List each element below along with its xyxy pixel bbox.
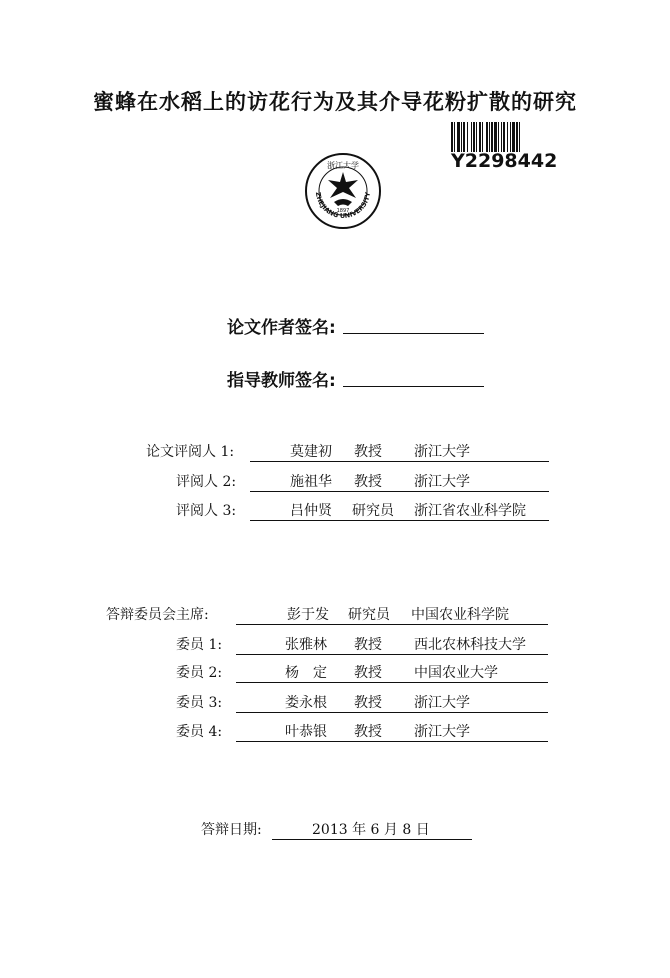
defense-date-row (0, 819, 670, 839)
reviewer-underline (250, 461, 549, 462)
committee-name: 张雅林 (285, 637, 327, 653)
reviewer-label: 评阅人 3: (176, 503, 237, 519)
reviewer-affiliation: 浙江大学 (414, 444, 470, 460)
committee-row (0, 604, 670, 624)
committee-affiliation: 西北农林科技大学 (414, 637, 526, 653)
reviewer-title: 教授 (354, 444, 382, 460)
author-signature-line (343, 333, 484, 334)
svg-text:ZHEJIANG UNIVERSITY: ZHEJIANG UNIVERSITY (313, 191, 373, 221)
reviewer-underline (250, 520, 549, 521)
committee-label: 委员 1: (176, 637, 223, 653)
committee-row (0, 662, 670, 682)
reviewer-label: 论文评阅人 1: (146, 444, 235, 460)
committee-underline (236, 682, 548, 683)
thesis-title: 蜜蜂在水稻上的访花行为及其介导花粉扩散的研究 (93, 90, 577, 114)
defense-date-underline (272, 839, 472, 840)
committee-name: 彭于发 (287, 607, 329, 623)
barcode-number: Y2298442 (451, 150, 558, 172)
advisor-signature-label: 指导教师签名: (227, 371, 336, 391)
reviewer-row (0, 441, 670, 461)
committee-row (0, 634, 670, 654)
author-signature-field (227, 313, 487, 337)
committee-name: 杨 定 (285, 665, 327, 681)
committee-row (0, 692, 670, 712)
committee-label: 委员 3: (176, 695, 223, 711)
barcode (451, 122, 559, 172)
barcode-bars (451, 122, 559, 152)
committee-label: 答辩委员会主席: (106, 607, 209, 623)
committee-title: 教授 (354, 665, 382, 681)
committee-underline (236, 654, 548, 655)
committee-name: 叶恭银 (285, 724, 327, 740)
svg-text:浙江大学: 浙江大学 (327, 161, 359, 170)
university-seal-logo (304, 152, 382, 234)
reviewer-name: 施祖华 (290, 474, 332, 490)
reviewer-title: 教授 (354, 474, 382, 490)
reviewer-affiliation: 浙江省农业科学院 (414, 503, 526, 519)
committee-underline (236, 712, 548, 713)
committee-affiliation: 浙江大学 (414, 724, 470, 740)
advisor-signature-line (343, 386, 484, 387)
committee-row (0, 721, 670, 741)
committee-affiliation: 中国农业大学 (414, 665, 498, 681)
committee-title: 教授 (354, 724, 382, 740)
reviewer-underline (250, 491, 549, 492)
committee-label: 委员 2: (176, 665, 223, 681)
committee-name: 娄永根 (285, 695, 327, 711)
committee-title: 教授 (354, 637, 382, 653)
committee-underline (236, 624, 548, 625)
committee-affiliation: 浙江大学 (414, 695, 470, 711)
committee-title: 教授 (354, 695, 382, 711)
reviewer-label: 评阅人 2: (176, 474, 237, 490)
defense-date-label: 答辩日期: (201, 822, 262, 838)
advisor-signature-field (227, 366, 487, 390)
committee-affiliation: 中国农业科学院 (411, 607, 509, 623)
committee-title: 研究员 (348, 607, 390, 623)
committee-label: 委员 4: (176, 724, 223, 740)
committee-underline (236, 741, 548, 742)
reviewer-name: 吕仲贤 (290, 503, 332, 519)
reviewer-row (0, 500, 670, 520)
reviewer-title: 研究员 (352, 503, 394, 519)
author-signature-label: 论文作者签名: (227, 318, 336, 338)
reviewer-row (0, 471, 670, 491)
defense-date-value: 2013 年 6 月 8 日 (312, 822, 430, 838)
reviewer-affiliation: 浙江大学 (414, 474, 470, 490)
svg-text:1897: 1897 (336, 208, 350, 214)
reviewer-name: 莫建初 (290, 444, 332, 460)
